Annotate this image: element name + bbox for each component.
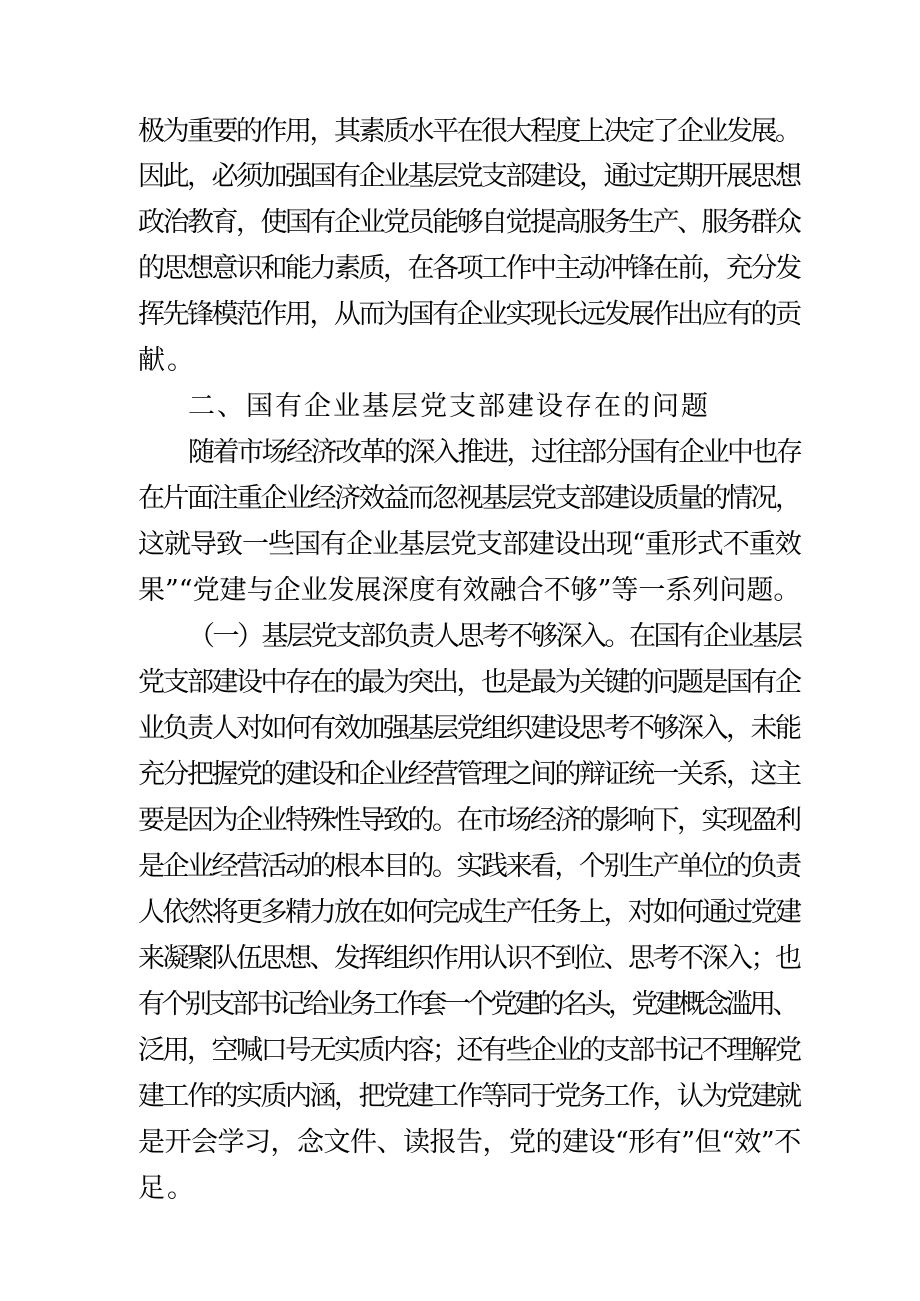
text-line: 是企业经营活动的根本目的。实践来看，个别生产单位的负责 [138, 851, 800, 882]
text-line: 挥先锋模范作用，从而为国有企业实现长远发展作出应有的贡 [138, 299, 800, 330]
text-line: 泛用，空喊口号无实质内容；还有些企业的支部书记不理解党 [138, 1035, 800, 1066]
text-line: 极为重要的作用，其素质水平在很大程度上决定了企业发展。 [138, 116, 800, 147]
text-line: 充分把握党的建设和企业经营管理之间的辩证统一关系，这主 [138, 759, 800, 790]
text-line: 业负责人对如何有效加强基层党组织建设思考不够深入，未能 [138, 713, 800, 744]
text-line: 有个别支部书记给业务工作套一个党建的名头，党建概念滥用、 [138, 989, 796, 1020]
text-line: 的思想意识和能力素质，在各项工作中主动冲锋在前，充分发 [138, 253, 800, 284]
text-line: 这就导致一些国有企业基层党支部建设出现“重形式不重效 [138, 529, 801, 560]
text-line: 在片面注重企业经济效益而忽视基层党支部建设质量的情况， [138, 483, 800, 514]
text-line: 果”“党建与企业发展深度有效融合不够”等一系列问题。 [138, 575, 801, 606]
text-line: 人依然将更多精力放在如何完成生产任务上，对如何通过党建 [138, 897, 800, 928]
text-line: 因此，必须加强国有企业基层党支部建设，通过定期开展思想 [138, 161, 800, 192]
text-line: 献。 [138, 345, 196, 376]
text-line: 建工作的实质内涵，把党建工作等同于党务工作，认为党建就 [138, 1081, 800, 1112]
text-line: （一）基层党支部负责人思考不够深入。在国有企业基层 [188, 621, 801, 652]
text-line: 随着市场经济改革的深入推进，过往部分国有企业中也存 [188, 437, 801, 468]
text-line: 来凝聚队伍思想、发挥组织作用认识不到位、思考不深入；也 [138, 943, 800, 974]
text-line: 政治教育，使国有企业党员能够自觉提高服务生产、服务群众 [138, 207, 800, 238]
text-line: 要是因为企业特殊性导致的。在市场经济的影响下，实现盈利 [138, 805, 800, 836]
text-line: 党支部建设中存在的最为突出，也是最为关键的问题是国有企 [138, 667, 800, 698]
section-heading: 二、国有企业基层党支部建设存在的问题 [188, 391, 710, 422]
text-line: 足。 [138, 1173, 196, 1204]
text-line: 是开会学习，念文件、读报告，党的建设“形有”但“效”不 [138, 1127, 801, 1158]
